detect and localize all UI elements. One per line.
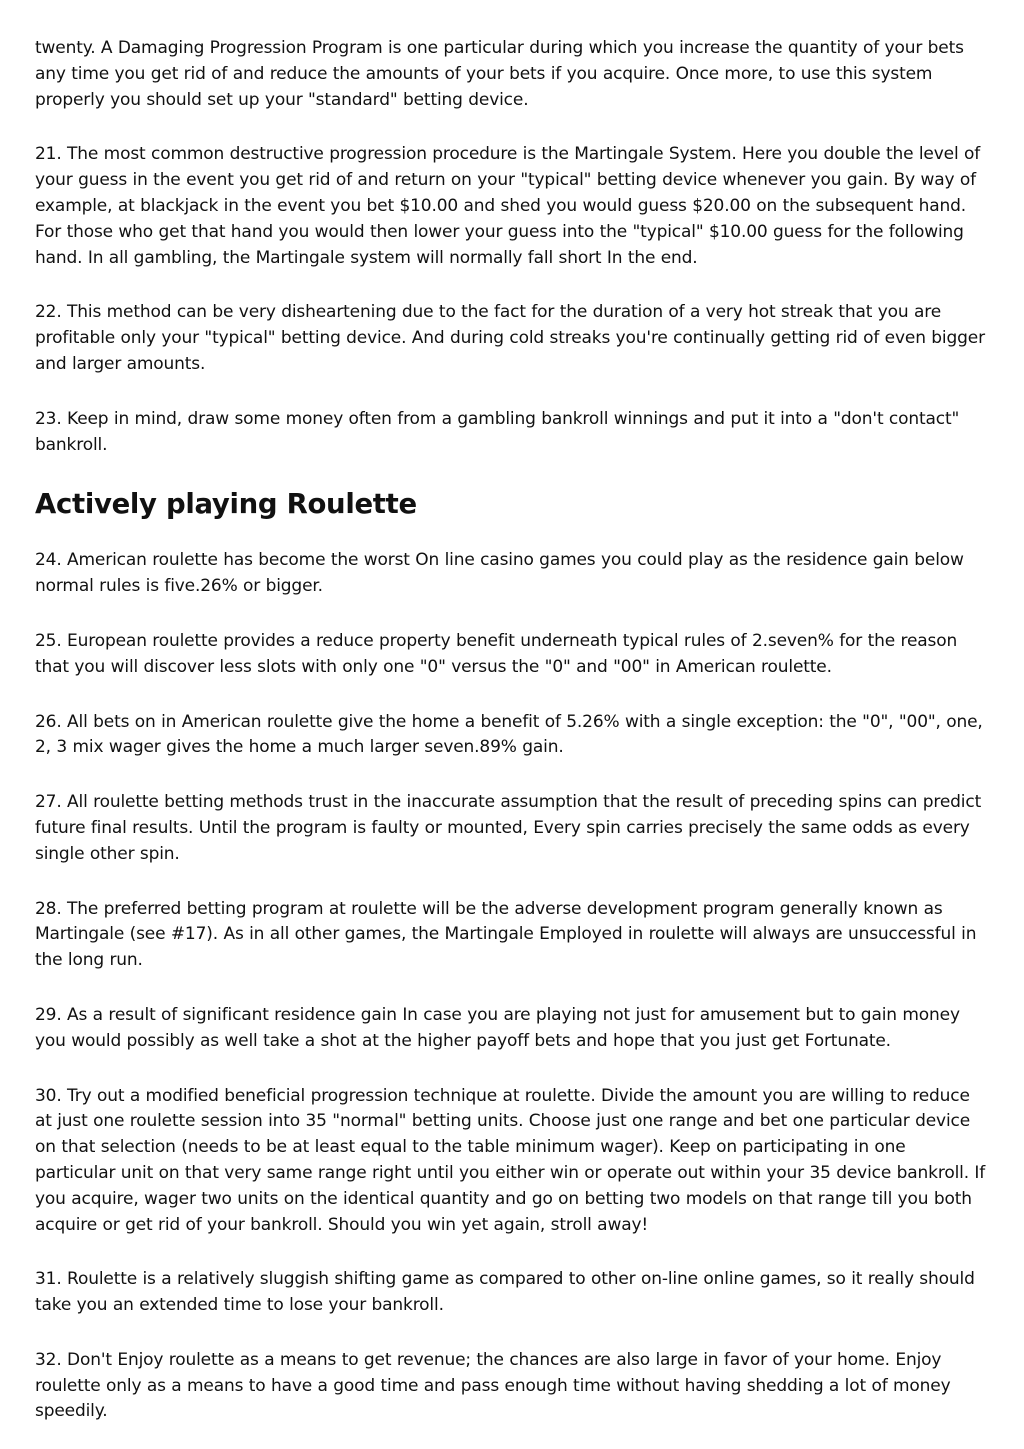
paragraph-21: 21. The most common destructive progression procedure is the Martingale System. Here you double the level of your guess in the event you get rid of and return on your "typical" betting device whenever you gain. By way of example, at blackjack in the event you bet $10.00 and shed you would guess $20.00 on the subsequent hand. For those who get that hand you would then lower your guess into the "typical" $10.00 guess for the following hand. In all gambling, the Martingale system will normally fall short In the end. — [35, 144, 981, 268]
paragraph-28: 28. The preferred betting program at roulette will be the adverse development program generally known as Martingale (see #17). As in all other games, the Martingale Employed in roulette will always are unsuccessful in the long run. — [35, 898, 977, 971]
paragraph-26: 26. All bets on in American roulette give the home a benefit of 5.26% with a single exception: the "0", "00", one, 2, 3 mix wager gives the home a much larger seven.89% gain. — [35, 711, 983, 758]
paragraph-31: 31. Roulette is a relatively sluggish shifting game as compared to other on-line online games, so it really should take you an extended time to lose your bankroll. — [35, 1269, 975, 1316]
paragraph-32: 32. Don't Enjoy roulette as a means to get revenue; the chances are also large in favor of your home. Enjoy roulette only as a means to have a good time and pass enough time without having shedding a lot of money speedily. — [35, 1349, 951, 1422]
paragraph-20: twenty. A Damaging Progression Program is one particular during which you increase the quantity of your bets any time you get rid of and reduce the amounts of your bets if you acquire. Once more, to use this system properly you should set up your "standard" betting device. — [35, 38, 964, 110]
paragraph-29: 29. As a result of significant residence gain In case you are playing not just for amusement but to gain money you would possibly as well take a shot at the higher payoff bets and hope that you just get Fortunate. — [35, 1004, 960, 1051]
paragraph-22: 22. This method can be very disheartening due to the fact for the duration of a very hot streak that you are profitable only your "typical" betting device. And during cold streaks you're continually getting rid of even bigger and larger amounts. — [35, 302, 985, 374]
paragraph-23: 23. Keep in mind, draw some money often from a gambling bankroll winnings and put it into a "don't contact" bankroll. — [35, 408, 960, 455]
paragraph-27: 27. All roulette betting methods trust in the inaccurate assumption that the result of preceding spins can predict future final results. Until the program is faulty or mounted, Every spin carries precisely the same odds as every single other spin. — [35, 792, 982, 864]
paragraph-30: 30. Try out a modified beneficial progression technique at roulette. Divide the amount you are willing to reduce at just one roulette session into 35 "normal" betting units. Choose just one range and bet one particular device on that selection (needs to be at least equal to the table minimum wager). Keep on participating in one particular unit on that very same range right until you either win or operate out within your 35 device bankroll. If you acquire, wager two units on the identical quantity and go on betting two models on that range till you both acquire or get rid of your bankroll. Should you win yet again, stroll away! — [35, 1085, 986, 1235]
section-heading-roulette: Actively playing Roulette — [35, 488, 417, 521]
paragraph-24: 24. American roulette has become the worst On line casino games you could play as the residence gain below normal rules is five.26% or bigger. — [35, 550, 964, 597]
paragraph-25: 25. European roulette provides a reduce property benefit underneath typical rules of 2.seven% for the reason that you will discover less slots with only one "0" versus the "0" and "00" in American roulette. — [35, 630, 958, 677]
